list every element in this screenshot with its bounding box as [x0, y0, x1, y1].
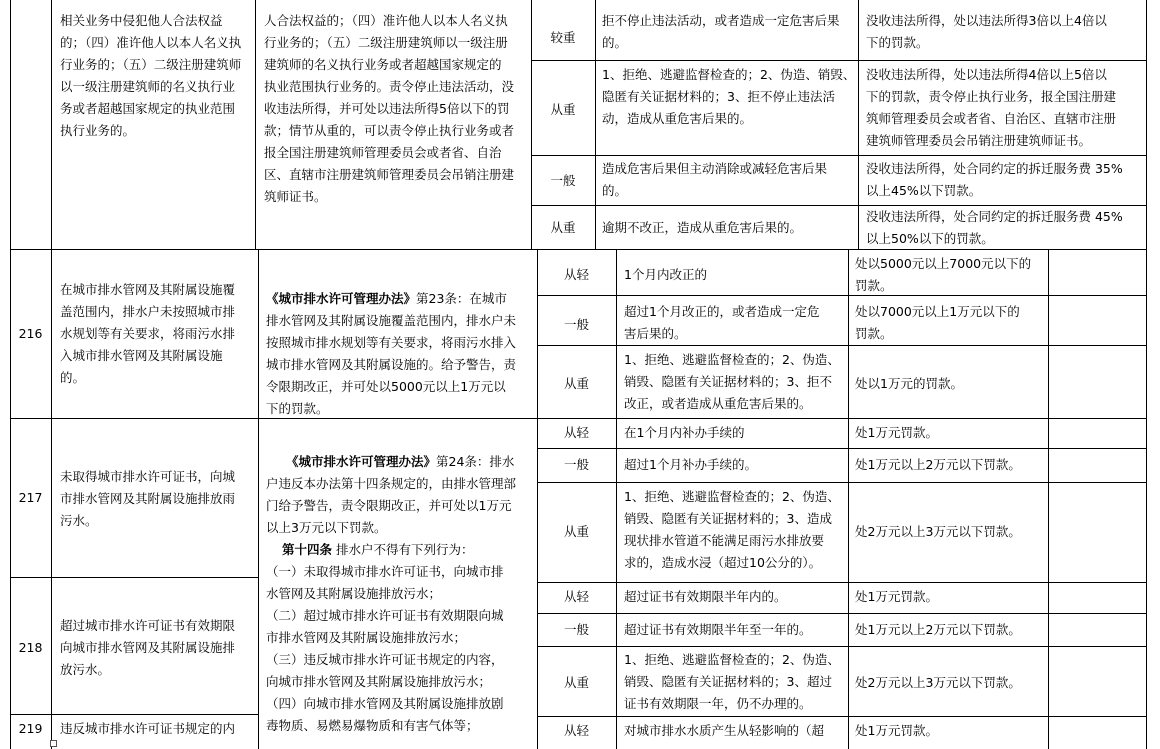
level-218-2: 一般 — [563, 622, 589, 637]
circ-217-3: 1、拒绝、逃避监督检查的；2、伪造、 销毁、隐匿有关证据材料的；3、造成 现状排水管道不能满足雨污水排放要 求的，造成水浸（超过10公分的）。 — [624, 489, 840, 570]
top-level-2: 从重 — [550, 102, 576, 117]
level-218-3: 从重 — [563, 675, 589, 690]
top-offense: 相关业务中侵犯他人合法权益 的；（四）准许他人以本人名义执 行业务的；（五）二级注册建筑师 以一级注册建筑师的名义执行业 务或者超越国家规定的执业范围 执行业务的。 — [60, 13, 242, 138]
level-217-2: 一般 — [563, 457, 589, 472]
article-14-title: 第十四条 — [282, 542, 333, 557]
penalty-218-1: 处1万元罚款。 — [855, 589, 938, 604]
penalty-217-3: 处2万元以上3万元以下罚款。 — [855, 524, 1021, 539]
penalty-217-2: 处1万元以上2万元以下罚款。 — [855, 457, 1021, 472]
top-level-3: 一般 — [550, 173, 576, 188]
level-216-3: 从重 — [563, 376, 589, 391]
top-circ-2: 1、拒绝、逃避监督检查的；2、伪造、销毁、 隐匿有关证据材料的；3、拒不停止违法活 动，造成从重危害后果的。 — [602, 67, 856, 126]
circ-218-3: 1、拒绝、逃避监督检查的；2、伪造、 销毁、隐匿有关证据材料的；3、超过 证书有效期限一年，仍不办理的。 — [624, 652, 840, 711]
top-penalty-4: 没收违法所得，处合同约定的拆迁服务费 45% 以上50%以下的罚款。 — [866, 209, 1123, 246]
law-clause-216: 第23条：在城市 — [416, 291, 507, 306]
law-clause-217-219: 第24条：排水 — [436, 454, 515, 469]
top-circ-4: 逾期不改正，造成从重危害后果的。 — [602, 220, 803, 235]
circ-218-1: 超过证书有效期限半年内的。 — [624, 589, 787, 604]
top-level-4: 从重 — [550, 220, 576, 235]
top-penalty-2: 没收违法所得，处以违法所得4倍以上5倍以 下的罚款，责令停止执行业务，报全国注册建 筑师管理委员会或者省、自治区、直辖市注册 建筑师管理委员会吊销注册建筑师证书。 — [866, 67, 1117, 148]
law-title-217-219: 《城市排水许可管理办法》 — [286, 454, 437, 469]
offense-217: 未取得城市排水许可证书，向城 市排水管网及其附属设施排放雨 污水。 — [60, 469, 236, 528]
level-219-1: 从轻 — [563, 723, 589, 738]
shared-legal-basis — [266, 429, 534, 737]
row-number-217: 217 — [18, 490, 43, 505]
legal-basis-216 — [266, 266, 534, 420]
penalty-216-1: 处以5000元以上7000元以下的 罚款。 — [855, 256, 1032, 293]
text-cursor-marker — [50, 740, 57, 747]
penalty-219-1: 处1万元罚款。 — [855, 723, 938, 738]
row-number-216: 216 — [18, 326, 43, 341]
top-circ-1: 拒不停止违法活动，或者造成一定危害后果 的。 — [602, 13, 840, 50]
article-14-items: （一）未取得城市排水许可证书，向城市排 水管网及其附属设施排放污水； （二）超过城市排水许可证书有效期限向城 市排水管网及其附属设施排放污水； （三）违反城市排水许可证书规定的内容， 向城市排水管网及其附属设施排放污水； （四）向城市排水管网及其附属设施排放剧 毒物质、易燃易爆物质和有害气体等； — [266, 564, 504, 733]
circ-217-2: 超过1个月补办手续的。 — [624, 457, 757, 472]
level-217-1: 从轻 — [563, 425, 589, 440]
top-penalty-3: 没收违法所得，处合同约定的拆迁服务费 35% 以上45%以下罚款。 — [866, 161, 1123, 198]
law-text-216: 排水管网及其附属设施覆盖范围内，排水户未 按照城市排水规划等有关要求，将雨污水排入 城市排水管网及其附属设施的。给予警告，责 令限期改正，并可处以5000元以上1万元以 下的罚款。 — [266, 313, 517, 416]
penalty-216-2: 处以7000元以上1万元以下的 罚款。 — [855, 304, 1020, 341]
circ-218-2: 超过证书有效期限半年至一年的。 — [624, 622, 812, 637]
offense-219: 违反城市排水许可证书规定的内 — [60, 721, 236, 736]
circ-217-1: 在1个月内补办手续的 — [624, 425, 745, 440]
law-title-216: 《城市排水许可管理办法》 — [266, 291, 417, 306]
penalty-218-2: 处1万元以上2万元以下罚款。 — [855, 622, 1021, 637]
level-218-1: 从轻 — [563, 589, 589, 604]
circ-216-1: 1个月内改正的 — [624, 267, 707, 282]
law-text-217-219: 户违反本办法第十四条规定的，由排水管理部 门给予警告，责令限期改正，并可处以1万元 以上3万元以下罚款。 — [266, 476, 517, 535]
level-217-3: 从重 — [563, 524, 589, 539]
offense-218: 超过城市排水许可证书有效期限 向城市排水管网及其附属设施排 放污水。 — [60, 618, 236, 677]
top-level-1: 较重 — [550, 30, 576, 45]
top-legal-basis: 人合法权益的；（四）准许他人以本人名义执 行业务的；（五）二级注册建筑师以一级注册 建筑师的名义执行业务或者超越国家规定的 执业范围执行业务的。责令停止违法活动，没 收违法所得，并可处以违法所得5倍以下的罚 款；情节从重的，可以责令停止执行业务或者 报全国注册建筑师管理委员会或者省、自治 区、直辖市注册建筑师管理委员会吊销注册建 筑师证书。 — [264, 13, 515, 204]
penalty-218-3: 处2万元以上3万元以下罚款。 — [855, 675, 1021, 690]
circ-219-1: 对城市排水水质产生从轻影响的（超 — [624, 723, 825, 738]
top-penalty-1: 没收违法所得，处以违法所得3倍以上4倍以 下的罚款。 — [866, 13, 1107, 50]
top-circ-3: 造成危害后果但主动消除或减轻危害后果 的。 — [602, 161, 828, 198]
level-216-2: 一般 — [563, 317, 589, 332]
circ-216-3: 1、拒绝、逃避监督检查的；2、伪造、 销毁、隐匿有关证据材料的；3、拒不 改正，或者造成从重危害后果的。 — [624, 352, 840, 411]
penalty-216-3: 处以1万元的罚款。 — [855, 376, 963, 391]
row-number-218: 218 — [18, 640, 43, 655]
row-number-219: 219 — [18, 721, 43, 736]
article-14-intro: 排水户不得有下列行为： — [336, 542, 474, 557]
circ-216-2: 超过1个月改正的，或者造成一定危 害后果的。 — [624, 304, 820, 341]
penalty-217-1: 处1万元罚款。 — [855, 425, 938, 440]
offense-216: 在城市排水管网及其附属设施覆 盖范围内，排水户未按照城市排 水规划等有关要求，将雨污水排 入城市排水管网及其附属设施 的。 — [60, 282, 236, 385]
level-216-1: 从轻 — [563, 267, 589, 282]
